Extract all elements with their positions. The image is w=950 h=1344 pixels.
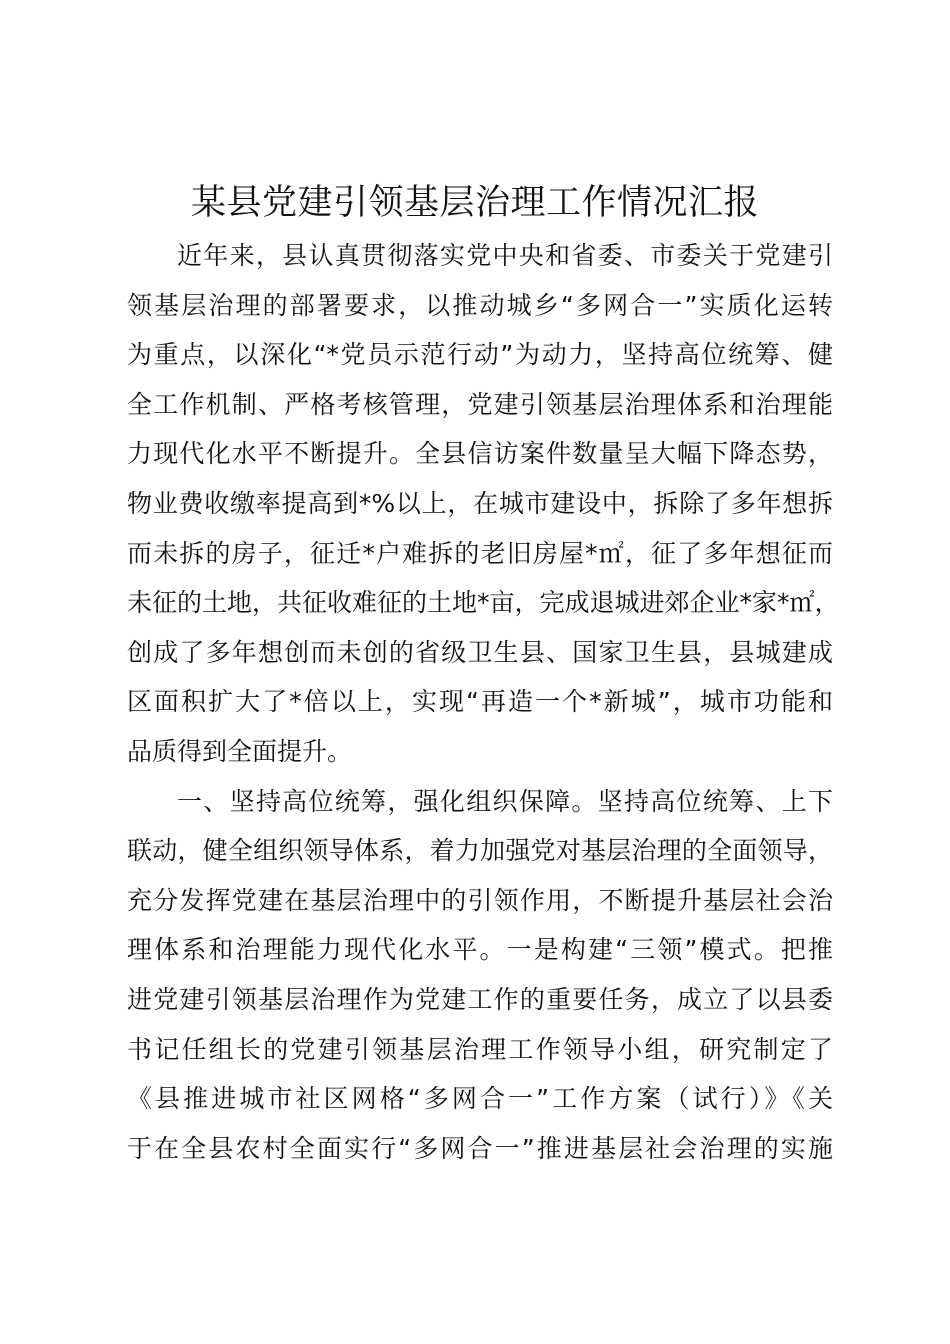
paragraph-line: 区面积扩大了*倍以上，实现“再造一个*新城”，城市功能和 [127,687,833,717]
paragraph-line: 创成了多年想创而未创的省级卫生县、国家卫生县，县城建成 [127,637,833,667]
paragraph-intro [127,231,840,777]
paragraph-line: 而未拆的房子，征迁*户难拆的老旧房屋*㎡，征了多年想征而 [127,538,833,568]
paragraph-line: 力现代化水平不断提升。全县信访案件数量呈大幅下降态势， [127,439,833,469]
paragraph-line: 《县推进城市社区网格“多网合一”工作方案（试行）》《关 [127,1084,833,1114]
paragraph-line: 充分发挥党建在基层治理中的引领作用，不断提升基层社会治 [127,885,833,915]
paragraph-line: 为重点，以深化“*党员示范行动”为动力，坚持高位统筹、健 [127,340,833,370]
paragraph-line: 联动，健全组织领导体系，着力加强党对基层治理的全面领导， [127,836,833,866]
paragraph-line: 理体系和治理能力现代化水平。一是构建“三领”模式。把推 [127,935,833,965]
paragraph-line: 品质得到全面提升。 [127,736,353,766]
paragraph-section-1 [127,777,833,1174]
paragraph-line: 未征的土地，共征收难征的土地*亩，完成退城进郊企业*家*㎡， [127,588,840,618]
paragraph-line: 全工作机制、严格考核管理，党建引领基层治理体系和治理能 [127,389,833,419]
paragraph-line: 近年来，县认真贯彻落实党中央和省委、市委关于党建引 [177,241,833,270]
document-body [127,231,840,1173]
paragraph-line: 领基层治理的部署要求，以推动城乡“多网合一”实质化运转 [127,290,833,320]
paragraph-line: 进党建引领基层治理作为党建工作的重要任务，成立了以县委 [127,984,833,1014]
paragraph-line: 书记任组长的党建引领基层治理工作领导小组，研究制定了 [127,1034,833,1064]
paragraph-line: 于在全县农村全面实行“多网合一”推进基层社会治理的实施 [127,1133,833,1163]
paragraph-line: 物业费收缴率提高到*%以上，在城市建设中，拆除了多年想拆 [127,488,833,518]
document-title: 某县党建引领基层治理工作情况汇报 [190,183,759,223]
paragraph-line: 一、坚持高位统筹，强化组织保障。坚持高位统筹、上下 [177,786,833,816]
